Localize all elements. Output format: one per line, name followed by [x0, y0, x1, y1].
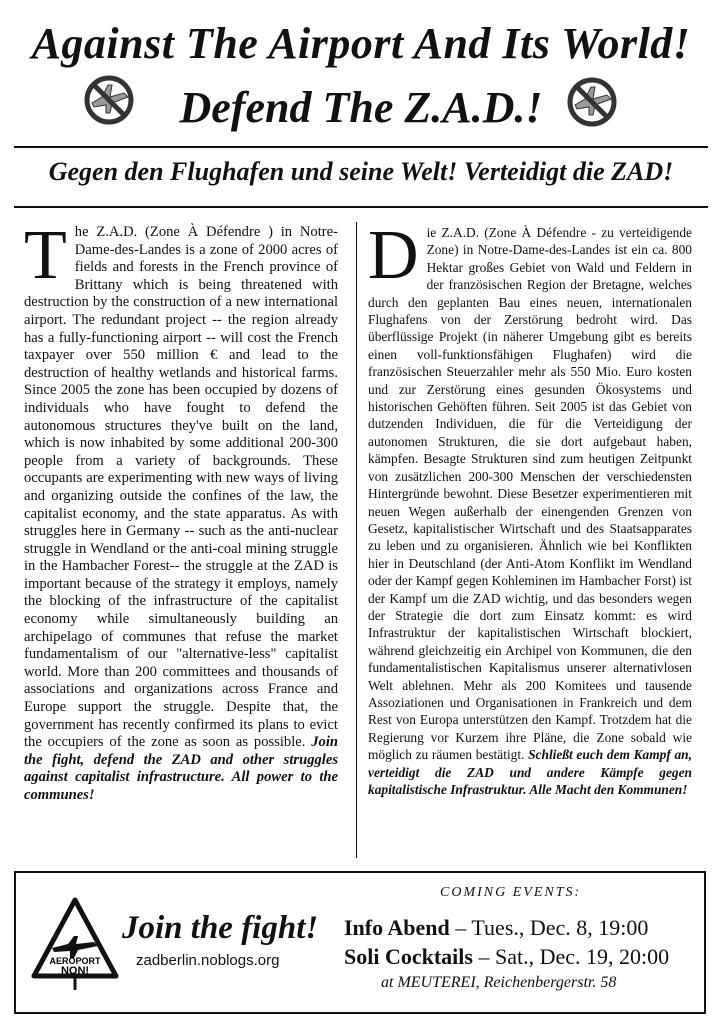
join-the-fight: Join the fight!: [122, 910, 319, 946]
english-body: he Z.A.D. (Zone À Défendre ) in Notre-Dame-des-Landes is a zone of 2000 acres of fields and forests in the French province of Brittany which is being threatened with destruction by the construction of a new international airport. The redundant project -- the region already has a fully-functioning airport -- will cost the French taxpayer over 550 million € and lead to the destruction of healthy wetlands and historical farms. Since 2005 the zone has been occupied by dozens of individuals who have fought to defend the autonomous structures they've built on the land, which is now inhabited by some additional 200-300 people from a variety of backgrounds. These occupants are experimenting with new ways of living and organizing outside the confines of the law, the capitalist economy, and the state apparatus. As with struggles here in Germany -- such as the anti-nuclear struggle in Wendland or the anti-coal mining struggle in the Hambacher Forest-- the struggle at the ZAD is important because of the strategy it employs, namely the blocking of the infrastructure of the capitalist economy while simultaneously building an archipelago of communes that refuse the market fundamentalism of our "alternative-less" capitalist world. More than 200 committees and thousands of associations and organizations across France and Europe support the struggle. Despite that, the government has recently confirmed its plans to evict the occupiers of the zone as soon as possible.: [24, 224, 338, 751]
event-venue: at MEUTEREI, Reichenbergerstr. 58: [381, 974, 617, 991]
subtitle-german: Gegen den Flughafen und seine Welt! Verteidigt die ZAD!: [48, 157, 674, 186]
aeroport-non-sign-icon: [30, 896, 120, 992]
column-divider: [356, 222, 357, 858]
website-url: zadberlin.noblogs.org: [136, 952, 280, 969]
dropcap-en: T: [24, 217, 67, 294]
headline-line-1: Against The Airport And Its World!: [31, 19, 691, 68]
english-call-to-action: Join the fight, defend the ZAD and other struggles against capitalist infrastructure. All power to the communes!: [24, 734, 338, 803]
header-rule-bottom: [14, 206, 708, 208]
dropcap-de: D: [368, 217, 419, 294]
german-column: [368, 217, 692, 798]
english-column: [24, 217, 338, 805]
event-2-date: – Sat., Dec. 19, 20:00: [472, 944, 670, 969]
headline-line-2: Defend The Z.A.D.!: [179, 83, 543, 132]
header-rule-top: [14, 146, 708, 148]
svg-text:AEROPORT: AEROPORT: [49, 956, 101, 966]
event-2-name: Soli Cocktails: [344, 944, 473, 969]
german-body: ie Z.A.D. (Zone À Défendre - zu verteidigende Zone) in Notre-Dame-des-Landes ist ein ca. 800 Hektar großes Gebiet von Wald und Feldern in der französischen Region der Bretagne, welches durch den geplanten Bau eines neuen, internationalen Flughafens von der Zerstörung bedroht wird. Das überflüssige Projekt (in näherer Umgebung gibt es bereits einen voll-funktionsfähigen Flughafen) wird die französischen Steuerzahler mehr als 550 Mio. Euro kosten und zur Zerstörung eines gesunden Ökosystems und historischen Gehöften führen. Seit 2005 ist das Gebiet von dutzenden Individuen, die für die Verteidigung der autonomen Strukturen, die sie dort aufgebaut haben, kämpfen. Besagte Strukturen sind zum heutigen Zeitpunkt von zusätzlichen 200-300 Menschen der verschiedensten Hintergründe bewohnt. Diese Besetzer experimentieren mit neuen Wegen außerhalb der einengenden Grenzen von Gesetz, kapitalistischer Wirtschaft und des Staatsapparates zu leben und zu organisieren. Ähnlich wie bei Konflikten hier in Deutschland (der Anti-Atom Konflikt im Wendland oder der Kampf gegen Kohleminen im Hambacher Forst) ist der Kampf um die ZAD wichtig, und das besonders wegen der Strategie die dort zum Einsatz kommt: es wird Infrastruktur der kapitalistischen Wirtschaft blockiert, während gleichzeitig ein Archipel von Kommunen, die den fundamentalistischen Kapitalismus unserer alternativlosen Welt ablehnen. Mehr als 200 Komitees und tausende Assoziationen und Organisationen in Frankreich und dem Rest von Europa unterstützen den Kampf. Trotzdem hat die Regierung vor Kurzem ihre Pläne, die Zone sobald wie möglich zu räumen bestätigt.: [368, 225, 692, 763]
event-1-date: – Tues., Dec. 8, 19:00: [449, 915, 649, 940]
event-1-name: Info Abend: [344, 915, 450, 940]
event-soli-cocktails: [344, 944, 669, 970]
no-airplane-icon: [565, 75, 619, 129]
svg-text:NON!: NON!: [60, 965, 90, 977]
event-info-abend: [344, 915, 648, 941]
coming-events-heading: COMING EVENTS:: [440, 885, 582, 900]
german-call-to-action: Schließt euch dem Kampf an, verteidigt die ZAD und andere Kämpfe gegen kapitalistische Infrastruktur. Alle Macht den Kommunen!: [368, 747, 692, 797]
